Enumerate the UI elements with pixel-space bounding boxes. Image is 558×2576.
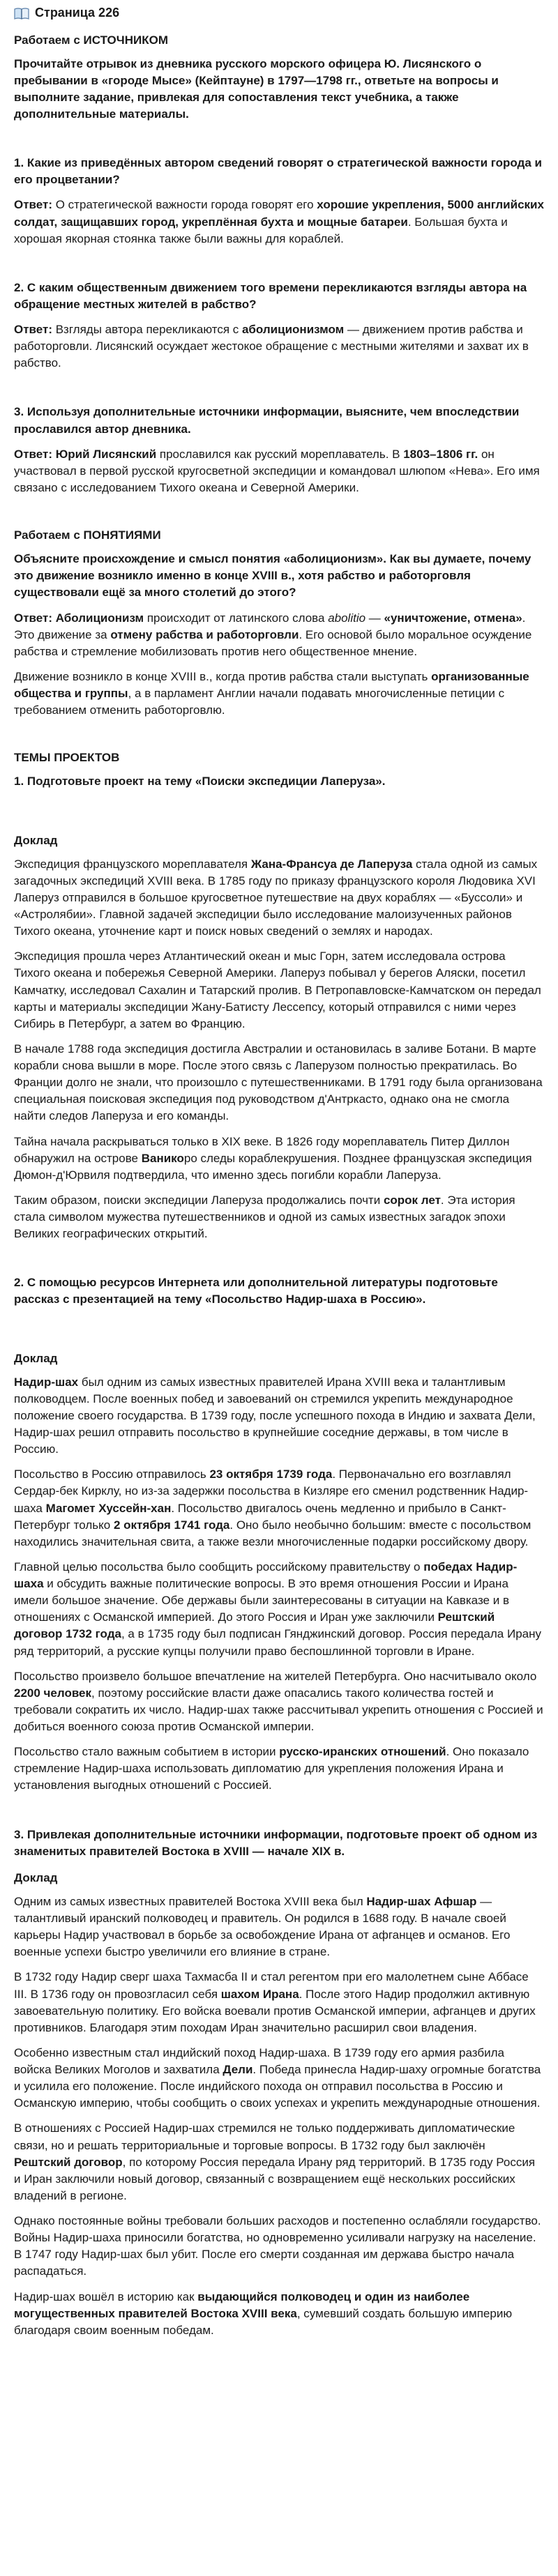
- text-run: и обсудить важные политические вопросы. В это время отношения России и Ирана имели большое значение. Обе державы были заинтересованы в ситуации на Кавказе и в отношениях с Османской империей. До этого Россия и Иран уже заключили: [14, 1577, 509, 1624]
- text-run: ро следы кораблекрушения. Позднее французская экспедиция Дюмон-д'Юрвиля подтвердила, что именно здесь погибли корабли Лаперуза.: [14, 1151, 532, 1182]
- section-heading: [14, 527, 544, 544]
- text-run: . Победа принесла Надир-шаху огромные богатства и усилила его положение. После индийского похода он отправил посольства в Россию и Османскую империю, чтобы сообщить о своих успехах и укрепить международные отношения.: [14, 2063, 541, 2110]
- text-run: , а в парламент Англии начали подавать многочисленные петиции с требованием отменить работорговлю.: [14, 687, 505, 717]
- paragraph: [14, 669, 544, 719]
- text-run: , сумевший создать большую империю благодаря своим военным победам.: [14, 2306, 513, 2337]
- text-run: Посольство в Россию отправилось: [14, 1468, 210, 1481]
- spacer: [14, 1317, 544, 1341]
- page-header: [14, 4, 544, 22]
- bold-text: аболиционизмом: [241, 323, 345, 337]
- text-run: Движение возникло в конце XVIII в., когда против рабства стали выступать: [14, 669, 432, 683]
- bold-text: хорошие укрепления, 5000 английских солдат, защищавших город, укреплённая бухта и мощные батареи: [14, 198, 544, 229]
- text-run: Таким образом, поиски экспедиции Лаперуза продолжались почти: [14, 1193, 384, 1207]
- text-run: Главной целью посольства было сообщить российскому правительству о: [14, 1560, 424, 1573]
- text-run: Однако постоянные войны требовали больших расходов и постепенно ослабляли государство. Войны Надир-шаха приносили богатства, но одновременно усиливали нагрузку на население. В 1747 году Надир-шах был убит. После его смерти созданная им держава быстро начала распадаться.: [14, 2214, 541, 2278]
- bold-text: Ответ:: [14, 198, 52, 212]
- spacer: [14, 256, 544, 280]
- text-run: В 1732 году Надир сверг шаха Тахмасба II и стал регентом при его малолетнем сыне Аббасе III. В 1736 году он провозгласил себя: [14, 1970, 529, 2001]
- bold-text: 3. Используя дополнительные источники информации, выясните, чем впоследствии прославился автор дневника.: [14, 405, 520, 436]
- text-run: . Это движение за: [14, 611, 526, 641]
- text-run: , а в 1735 году был подписан Гянджинский договор. Россия передала Ирану ряд территорий, а русские купцы получили право беспошлинной торговли в Иране.: [14, 1627, 541, 1658]
- text-run: Доклад: [14, 1870, 58, 1884]
- text-run: прославился как русский мореплаватель. В: [156, 447, 404, 461]
- paragraph: [14, 610, 544, 660]
- bold-text: шахом Ирана: [220, 1987, 299, 2001]
- section-heading: [14, 1870, 544, 1887]
- bold-text: организованные общества и группы: [14, 669, 529, 701]
- text-run: Работаем с ПОНЯТИЯМИ: [14, 528, 161, 542]
- section-heading: [14, 832, 544, 849]
- paragraph: [14, 2120, 544, 2204]
- paragraph: [14, 1192, 544, 1242]
- paragraph: [14, 551, 544, 601]
- bold-text: выдающийся полководец и один из наиболее могущественных правителей Востока XVIII века: [14, 2289, 470, 2320]
- text-run: — талантливый иранский полководец и правитель. Он родился в 1688 году. В начале своей карьеры Надир участвовал в борьбе за освобождение Ирана от афганцев и османов. Его военные успехи быстро увеличили его влияние в стране.: [14, 1894, 511, 1959]
- text-run: Работаем с ИСТОЧНИКОМ: [14, 33, 168, 47]
- text-run: происходит от латинского слова: [144, 611, 329, 625]
- section-heading: [14, 32, 544, 49]
- text-run: . Его основой было моральное осуждение рабства и стремление мобилизовать против него общественное мнение.: [14, 627, 532, 658]
- text-run: Доклад: [14, 1351, 58, 1365]
- text-run: , поэтому российские власти даже опасались такого количества гостей и требовали сократить их число. Надир-шах также рассчитывал укрепить отношения с Россией и добиться военного союза против Османской империи.: [14, 1686, 543, 1734]
- section-heading: [14, 749, 544, 766]
- paragraph: [14, 446, 544, 496]
- bold-text: 1803–1806 гг.: [403, 447, 478, 461]
- page-title: Страница 226: [35, 6, 120, 20]
- paragraph: [14, 56, 544, 123]
- text-run: . После этого Надир продолжил активную завоевательную политику. Его войска воевали против Османской империи, афганцев и других противников. Благодаря этим походам Иран значительно расширил свои владения.: [14, 1987, 536, 2034]
- text-run: Одним из самых известных правителей Востока XVIII века был: [14, 1894, 367, 1908]
- bold-text: отмену рабства и работорговли: [110, 627, 299, 641]
- bold-text: Рештский договор 1732 года: [14, 1610, 495, 1641]
- text-run: . Первоначально его возглавлял Сердар-бек Кирклу, но из-за задержки посольства в Кизляре его сменил родственник Надир-шаха: [14, 1468, 529, 1515]
- text-run: . Оно было необычно большим: вместе с посольством находились значительная свита, а также везли многочисленные подарки российскому двору.: [14, 1518, 531, 1548]
- text-run: стала одной из самых загадочных экспедиций XVIII века. В 1785 году по приказу французского короля Людовика XVI Лаперуз отправился в большое кругосветное путешествие на двух кораблях — «Буссоли» и «Астролябии». Главной задачей экспедиции было исследование малоизученных районов Тихого океана, уточнение карт и поиск новых сведений о землях и народах.: [14, 857, 538, 938]
- section-heading: [14, 1350, 544, 1367]
- text-run: Особенно известным стал индийский поход Надир-шаха. В 1739 году его армия разбила войска Великих Моголов и захватила: [14, 2045, 504, 2077]
- bold-text: сорок лет: [383, 1193, 441, 1207]
- paragraph: [14, 2213, 544, 2280]
- paragraph: [14, 321, 544, 372]
- bold-text: Жана-Франсуа де Лаперуза: [250, 857, 413, 871]
- text-run: был одним из самых известных правителей Ирана XVIII века и талантливым полководцем. После военных побед и завоеваний он стремился укрепить международное положение своего государства. В 1739 году, после успешного похода в Индию и захвата Дели, Надир-шах решил отправить посольство в крупнейшие соседние державы, в том числе в Россию.: [14, 1375, 536, 1456]
- paragraph: [14, 1134, 544, 1184]
- spacer: [14, 505, 544, 517]
- paragraph: [14, 404, 544, 437]
- paragraph: [14, 1274, 544, 1308]
- paragraph: [14, 155, 544, 188]
- spacer: [14, 727, 544, 740]
- text-run: он участвовал в первой русской кругосветной экспедиции и командовал шлюпом «Нева». Его имя связано с исследованием Тихого океана и Северной Америки.: [14, 447, 540, 494]
- paragraph: [14, 1466, 544, 1550]
- text-run: , по которому Россия передала Ирану ряд территорий. В 1735 году Россия и Иран заключили новый договор, связанный с возвращением ещё нескольких российских владений в регионе.: [14, 2155, 536, 2202]
- paragraph: [14, 773, 544, 790]
- spacer: [14, 1803, 544, 1827]
- paragraph: [14, 948, 544, 1032]
- bold-text: русско-иранских отношений: [279, 1745, 446, 1759]
- paragraph: [14, 197, 544, 247]
- bold-text: 2. С помощью ресурсов Интернета или дополнительной литературы подготовьте рассказ с презентацией на тему «Посольство Надир-шаха в Россию».: [14, 1276, 498, 1306]
- bold-text: Ответ: Юрий Лисянский: [14, 447, 157, 461]
- italic-text: abolitio: [328, 611, 366, 625]
- text-run: ТЕМЫ ПРОЕКТОВ: [14, 751, 120, 765]
- bold-text: Дели: [223, 2063, 253, 2077]
- paragraph: [14, 1969, 544, 2036]
- text-run: . Посольство двигалось очень медленно и прибыло в Санкт-Петербург только: [14, 1501, 506, 1532]
- bold-text: 23 октября 1739 года: [209, 1468, 333, 1481]
- bold-text: Объясните происхождение и смысл понятия «аболиционизм». Как вы думаете, почему это движение возникло именно в конце XVIII в., хотя рабство и работорговля существовали ещё за много столетий до этого?: [14, 552, 531, 600]
- document-body: [14, 32, 544, 2339]
- text-run: О стратегической важности города говорят его: [52, 198, 317, 212]
- bold-text: Прочитайте отрывок из дневника русского морского офицера Ю. Лисянского о пребывании в «городе Мысе» (Кейптауне) в 1797—1798 гг., ответьте на вопросы и выполните задание, привлекая для сопоставления текст учебника, а также дополнительные материалы.: [14, 56, 499, 121]
- paragraph: [14, 1893, 544, 1961]
- paragraph: [14, 1559, 544, 1660]
- paragraph: [14, 2045, 544, 2112]
- bold-text: 1. Какие из приведённых автором сведений говорят о стратегической важности города и его процветании?: [14, 156, 542, 187]
- text-run: —: [365, 611, 384, 625]
- paragraph: [14, 1744, 544, 1794]
- paragraph: [14, 1374, 544, 1458]
- bold-text: 2. С каким общественным движением того времени перекликаются взгляды автора на обращение местных жителей в рабство?: [14, 280, 527, 311]
- spacer: [14, 131, 544, 155]
- spacer: [14, 1251, 544, 1274]
- text-run: В отношениях с Россией Надир-шах стремился не только поддерживать дипломатические связи, но и решать территориальные и торговые вопросы. В 1732 году был заключён: [14, 2121, 515, 2152]
- bold-text: Ответ:: [14, 323, 52, 337]
- text-run: . Оно показало стремление Надир-шаха использовать дипломатию для укрепления положения Ирана и установления выгодных отношений с Россией.: [14, 1745, 529, 1792]
- bold-text: Ванико: [141, 1151, 184, 1165]
- bold-text: «уничтожение, отмена»: [384, 611, 522, 625]
- bold-text: Рештский договор: [14, 2155, 123, 2169]
- paragraph: [14, 856, 544, 940]
- bold-text: Магомет Хуссейн-хан: [45, 1501, 172, 1515]
- bold-text: 1. Подготовьте проект на тему «Поиски экспедиции Лаперуза».: [14, 775, 386, 788]
- spacer: [14, 799, 544, 823]
- text-run: В начале 1788 года экспедиция достигла Австралии и остановилась в заливе Ботани. В марте корабли снова вышли в море. После этого связь с Лаперузом полностью прекратилась. Во Франции долго не знали, что произошло с путешественниками. В 1791 году была организована специальная поисковая экспедиция под руководством д'Антркасто, однако она не смогла найти следов Лаперуза и его команды.: [14, 1042, 543, 1123]
- bold-text: 2 октября 1741 года: [113, 1518, 230, 1532]
- text-run: Посольство стало важным событием в истории: [14, 1745, 280, 1759]
- paragraph: [14, 2289, 544, 2339]
- paragraph: [14, 1827, 544, 1860]
- text-run: Надир-шах вошёл в историю как: [14, 2289, 198, 2303]
- text-run: Доклад: [14, 833, 58, 847]
- text-run: Посольство произвело большое впечатление на жителей Петербурга. Оно насчитывало около: [14, 1669, 537, 1683]
- bold-text: Надир-шах Афшар: [366, 1894, 477, 1908]
- bold-text: 3. Привлекая дополнительные источники информации, подготовьте проект об одном из знаменитых правителей Востока в XVIII — начале XIX в.: [14, 1827, 538, 1858]
- paragraph: [14, 280, 544, 313]
- bold-text: победах Надир-шаха: [14, 1560, 518, 1591]
- book-icon: [14, 7, 29, 20]
- text-run: Экспедиция прошла через Атлантический океан и мыс Горн, затем исследовала острова Тихого океана и побережья Северной Америки. Лаперуз побывал у берегов Аляски, посетил Камчатку, исследовал Сахалин и Татарский пролив. В Петропавловске-Камчатском он передал карты и материалы экспедиции Жану-Батисту Лессепсу, который отправился с ними через Сибирь в Петербург, а затем во Францию.: [14, 950, 541, 1030]
- text-run: . Большая бухта и хорошая якорная стоянка также были важны для кораблей.: [14, 215, 508, 245]
- text-run: — движением против рабства и работорговли. Лисянский осуждает жестокое обращение с местными жителями и захват их в рабство.: [14, 323, 529, 370]
- text-run: Взгляды автора перекликаются с: [52, 323, 242, 337]
- bold-text: Ответ: Аболиционизм: [14, 611, 144, 625]
- text-run: Тайна начала раскрываться только в XIX веке. В 1826 году мореплаватель Питер Диллон обнаружил на острове: [14, 1134, 510, 1165]
- spacer: [14, 380, 544, 404]
- paragraph: [14, 1668, 544, 1736]
- bold-text: Надир-шах: [14, 1375, 79, 1389]
- text-run: . Эта история стала символом мужества путешественников и одной из самых известных загадок эпохи Великих географических открытий.: [14, 1193, 515, 1241]
- paragraph: [14, 1041, 544, 1125]
- bold-text: 2200 человек: [14, 1686, 92, 1700]
- text-run: Экспедиция французского мореплавателя: [14, 857, 251, 871]
